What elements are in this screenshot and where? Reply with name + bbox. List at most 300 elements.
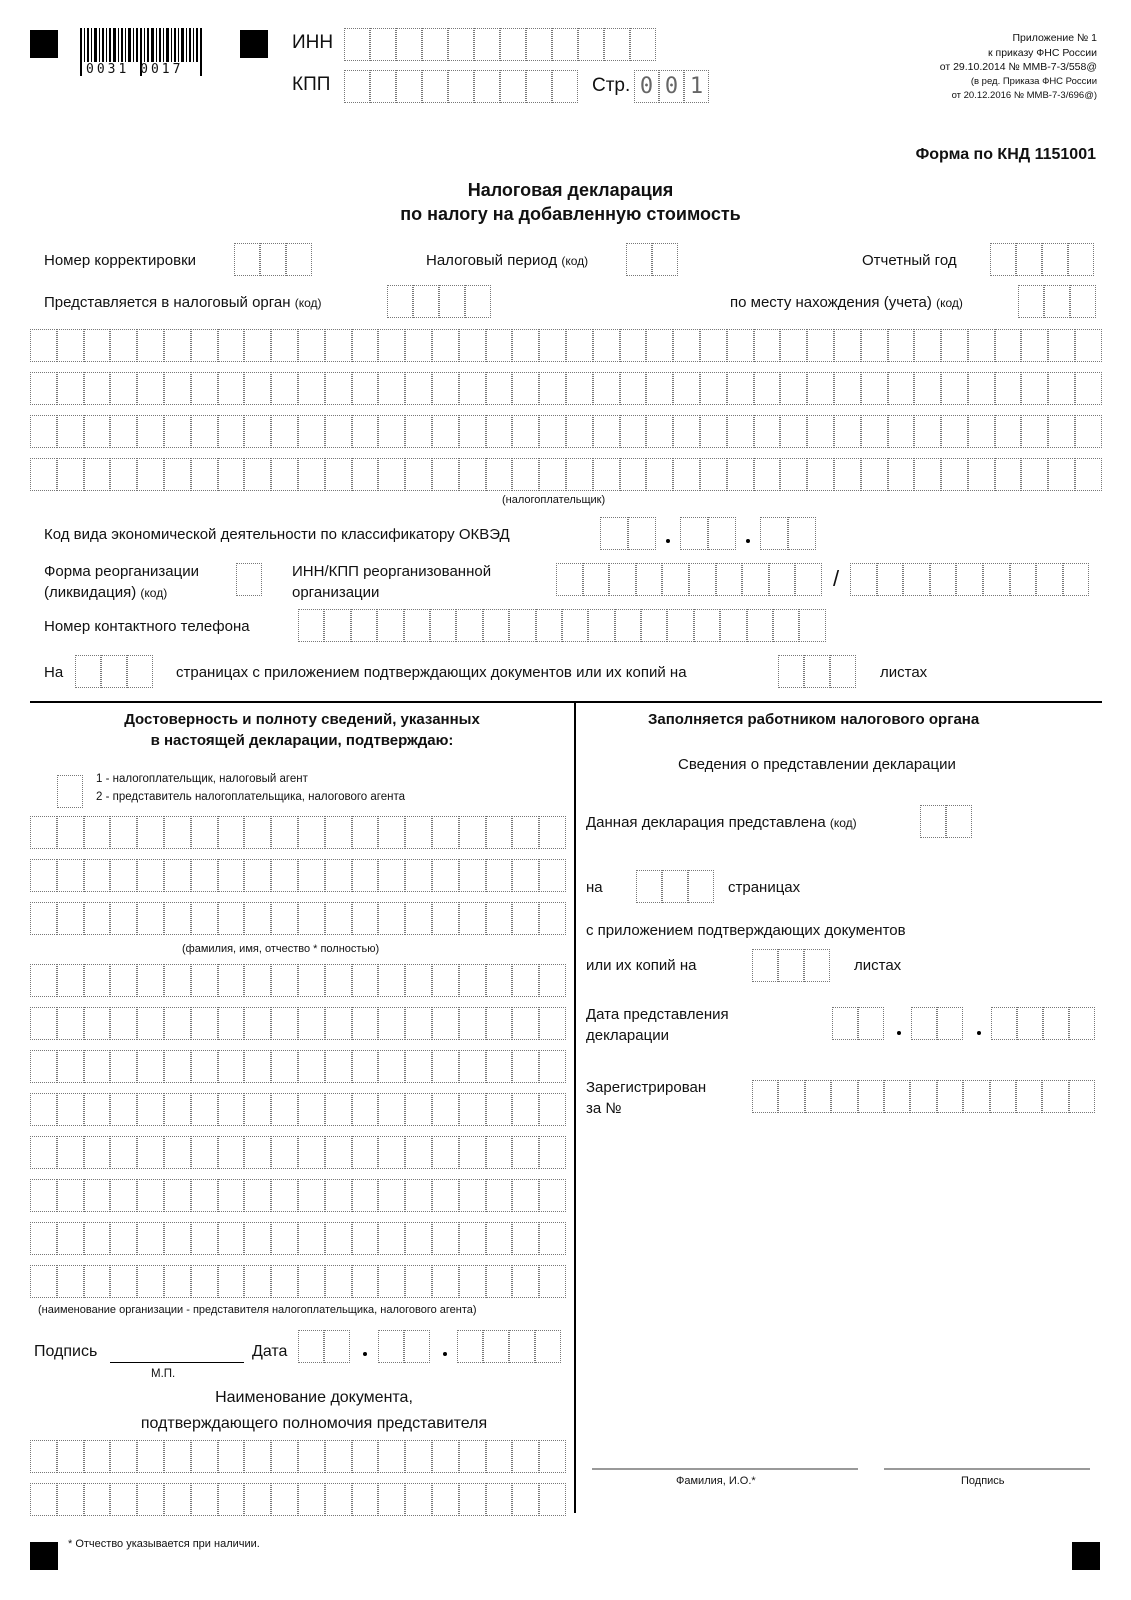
input-cell[interactable] bbox=[378, 1330, 404, 1363]
input-cell[interactable] bbox=[831, 1080, 857, 1113]
input-cell[interactable] bbox=[754, 372, 781, 405]
pages-cells[interactable] bbox=[636, 870, 714, 903]
input-cell[interactable] bbox=[834, 415, 861, 448]
input-cell[interactable] bbox=[137, 1440, 164, 1473]
pages-count-cells[interactable] bbox=[75, 655, 153, 688]
input-cell[interactable] bbox=[57, 1222, 84, 1255]
input-cell[interactable] bbox=[84, 902, 111, 935]
input-cell[interactable] bbox=[486, 816, 513, 849]
input-cell[interactable] bbox=[834, 458, 861, 491]
input-cell[interactable] bbox=[57, 1136, 84, 1169]
signer-type-cell[interactable] bbox=[57, 775, 83, 808]
input-cell[interactable] bbox=[344, 70, 370, 103]
input-cell[interactable] bbox=[127, 655, 153, 688]
input-cell[interactable] bbox=[271, 329, 298, 362]
input-cell[interactable] bbox=[378, 1222, 405, 1255]
input-cell[interactable] bbox=[963, 1080, 989, 1113]
input-cell[interactable] bbox=[990, 243, 1016, 276]
signature-line[interactable] bbox=[110, 1362, 244, 1363]
input-cell[interactable] bbox=[298, 1222, 325, 1255]
input-cell[interactable] bbox=[459, 415, 486, 448]
input-cell[interactable] bbox=[780, 372, 807, 405]
input-cell[interactable] bbox=[914, 372, 941, 405]
input-cell[interactable] bbox=[84, 1136, 111, 1169]
input-cell[interactable] bbox=[271, 1136, 298, 1169]
input-cell[interactable] bbox=[1042, 1080, 1068, 1113]
input-cell[interactable] bbox=[995, 329, 1022, 362]
input-cell[interactable] bbox=[459, 1483, 486, 1516]
input-cell[interactable] bbox=[405, 372, 432, 405]
input-cell[interactable] bbox=[795, 563, 822, 596]
input-cell[interactable] bbox=[325, 329, 352, 362]
okved-cells-1[interactable] bbox=[600, 517, 656, 550]
input-cell[interactable] bbox=[30, 859, 57, 892]
input-cell[interactable] bbox=[483, 609, 509, 642]
input-cell[interactable] bbox=[377, 609, 403, 642]
input-cell[interactable] bbox=[325, 1136, 352, 1169]
input-cell[interactable] bbox=[486, 1093, 513, 1126]
input-cell[interactable] bbox=[512, 1222, 539, 1255]
input-cell[interactable] bbox=[164, 372, 191, 405]
input-cell[interactable] bbox=[439, 285, 465, 318]
input-cell[interactable] bbox=[352, 902, 379, 935]
input-cell[interactable] bbox=[834, 329, 861, 362]
input-cell[interactable] bbox=[164, 1050, 191, 1083]
input-cell[interactable] bbox=[646, 458, 673, 491]
input-cell[interactable] bbox=[636, 870, 662, 903]
input-cell[interactable] bbox=[191, 902, 218, 935]
input-cell[interactable] bbox=[956, 563, 983, 596]
input-cell[interactable] bbox=[84, 1179, 111, 1212]
input-cell[interactable] bbox=[474, 70, 500, 103]
input-cell[interactable] bbox=[218, 1483, 245, 1516]
input-cell[interactable] bbox=[539, 1093, 566, 1126]
input-cell[interactable] bbox=[673, 372, 700, 405]
input-cell[interactable] bbox=[298, 1179, 325, 1212]
input-cell[interactable] bbox=[271, 1222, 298, 1255]
input-cell[interactable] bbox=[432, 1483, 459, 1516]
input-cell[interactable] bbox=[512, 1179, 539, 1212]
input-cell[interactable] bbox=[30, 1179, 57, 1212]
input-cell[interactable] bbox=[110, 1265, 137, 1298]
input-cell[interactable] bbox=[218, 964, 245, 997]
input-cell[interactable] bbox=[191, 1179, 218, 1212]
input-cell[interactable] bbox=[218, 329, 245, 362]
input-cell[interactable] bbox=[191, 1136, 218, 1169]
input-cell[interactable] bbox=[600, 517, 628, 550]
tax-authority-cells[interactable] bbox=[387, 285, 491, 318]
input-cell[interactable] bbox=[667, 609, 693, 642]
input-cell[interactable] bbox=[941, 415, 968, 448]
input-cell[interactable] bbox=[914, 415, 941, 448]
input-cell[interactable] bbox=[352, 1440, 379, 1473]
input-cell[interactable] bbox=[539, 1007, 566, 1040]
input-cell[interactable] bbox=[218, 1050, 245, 1083]
input-cell[interactable] bbox=[459, 964, 486, 997]
input-cell[interactable] bbox=[325, 1050, 352, 1083]
input-cell[interactable] bbox=[110, 329, 137, 362]
input-cell[interactable] bbox=[164, 329, 191, 362]
input-cell[interactable] bbox=[234, 243, 260, 276]
input-cell[interactable] bbox=[432, 902, 459, 935]
input-cell[interactable] bbox=[1021, 372, 1048, 405]
input-cell[interactable] bbox=[459, 816, 486, 849]
input-cell[interactable] bbox=[1068, 243, 1094, 276]
sheets-cells[interactable] bbox=[752, 949, 830, 982]
input-cell[interactable] bbox=[164, 1483, 191, 1516]
input-cell[interactable] bbox=[324, 609, 350, 642]
input-cell[interactable] bbox=[137, 1265, 164, 1298]
input-cell[interactable] bbox=[769, 563, 796, 596]
input-cell[interactable] bbox=[432, 1179, 459, 1212]
input-cell[interactable] bbox=[512, 1050, 539, 1083]
input-cell[interactable] bbox=[834, 372, 861, 405]
input-cell[interactable] bbox=[218, 859, 245, 892]
input-cell[interactable] bbox=[164, 1093, 191, 1126]
input-cell[interactable] bbox=[84, 1265, 111, 1298]
input-cell[interactable] bbox=[620, 415, 647, 448]
sign-date-year[interactable] bbox=[457, 1330, 561, 1363]
input-cell[interactable] bbox=[486, 1179, 513, 1212]
input-cell[interactable] bbox=[780, 458, 807, 491]
input-cell[interactable] bbox=[539, 1136, 566, 1169]
input-cell[interactable] bbox=[432, 964, 459, 997]
input-cell[interactable] bbox=[110, 372, 137, 405]
input-cell[interactable] bbox=[861, 329, 888, 362]
input-cell[interactable] bbox=[727, 372, 754, 405]
input-cell[interactable] bbox=[57, 859, 84, 892]
input-cell[interactable] bbox=[807, 458, 834, 491]
input-cell[interactable] bbox=[456, 609, 482, 642]
input-cell[interactable] bbox=[727, 415, 754, 448]
submit-date-year[interactable] bbox=[991, 1007, 1095, 1040]
input-cell[interactable] bbox=[298, 816, 325, 849]
input-cell[interactable] bbox=[110, 1007, 137, 1040]
tax-period-cells[interactable] bbox=[626, 243, 678, 276]
input-cell[interactable] bbox=[799, 609, 825, 642]
input-cell[interactable] bbox=[191, 1050, 218, 1083]
input-cell[interactable] bbox=[30, 1222, 57, 1255]
input-cell[interactable] bbox=[910, 1080, 936, 1113]
input-cell[interactable] bbox=[539, 372, 566, 405]
input-cell[interactable] bbox=[30, 1050, 57, 1083]
input-cell[interactable] bbox=[218, 372, 245, 405]
input-cell[interactable] bbox=[807, 329, 834, 362]
input-cell[interactable] bbox=[562, 609, 588, 642]
input-cell[interactable] bbox=[378, 902, 405, 935]
input-cell[interactable] bbox=[465, 285, 491, 318]
input-cell[interactable] bbox=[914, 329, 941, 362]
input-cell[interactable] bbox=[486, 859, 513, 892]
input-cell[interactable] bbox=[244, 1179, 271, 1212]
input-cell[interactable] bbox=[432, 372, 459, 405]
input-cell[interactable] bbox=[298, 458, 325, 491]
input-cell[interactable] bbox=[995, 415, 1022, 448]
input-cell[interactable] bbox=[325, 415, 352, 448]
reorg-inn-cells[interactable] bbox=[556, 563, 822, 596]
input-cell[interactable] bbox=[720, 609, 746, 642]
input-cell[interactable] bbox=[378, 964, 405, 997]
input-cell[interactable] bbox=[110, 415, 137, 448]
input-cell[interactable] bbox=[404, 1330, 430, 1363]
input-cell[interactable] bbox=[191, 458, 218, 491]
input-cell[interactable] bbox=[459, 859, 486, 892]
input-cell[interactable] bbox=[1075, 329, 1102, 362]
input-cell[interactable] bbox=[325, 964, 352, 997]
input-cell[interactable] bbox=[1021, 458, 1048, 491]
input-cell[interactable] bbox=[1063, 563, 1090, 596]
input-cell[interactable] bbox=[30, 329, 57, 362]
input-cell[interactable] bbox=[700, 372, 727, 405]
input-cell[interactable] bbox=[378, 1050, 405, 1083]
input-cell[interactable] bbox=[271, 1265, 298, 1298]
input-cell[interactable] bbox=[325, 1179, 352, 1212]
input-cell[interactable] bbox=[298, 902, 325, 935]
input-cell[interactable] bbox=[84, 1050, 111, 1083]
input-cell[interactable] bbox=[218, 1265, 245, 1298]
input-cell[interactable] bbox=[164, 1136, 191, 1169]
input-cell[interactable] bbox=[298, 1440, 325, 1473]
input-cell[interactable] bbox=[486, 1007, 513, 1040]
fio-line[interactable] bbox=[592, 1468, 858, 1470]
taxpayer-name-row[interactable] bbox=[30, 458, 1102, 491]
input-cell[interactable] bbox=[352, 1179, 379, 1212]
input-cell[interactable] bbox=[137, 329, 164, 362]
input-cell[interactable] bbox=[888, 415, 915, 448]
input-cell[interactable] bbox=[244, 1440, 271, 1473]
input-cell[interactable] bbox=[244, 1136, 271, 1169]
input-cell[interactable] bbox=[57, 458, 84, 491]
input-cell[interactable] bbox=[459, 458, 486, 491]
input-cell[interactable] bbox=[101, 655, 127, 688]
input-cell[interactable] bbox=[271, 372, 298, 405]
input-cell[interactable] bbox=[512, 859, 539, 892]
input-cell[interactable] bbox=[405, 1050, 432, 1083]
input-cell[interactable] bbox=[615, 609, 641, 642]
reorg-kpp-cells[interactable] bbox=[850, 563, 1089, 596]
input-cell[interactable] bbox=[459, 1093, 486, 1126]
input-cell[interactable] bbox=[84, 816, 111, 849]
input-cell[interactable] bbox=[780, 415, 807, 448]
input-cell[interactable] bbox=[271, 1007, 298, 1040]
input-cell[interactable] bbox=[298, 964, 325, 997]
input-cell[interactable] bbox=[378, 372, 405, 405]
input-cell[interactable] bbox=[271, 1440, 298, 1473]
input-cell[interactable] bbox=[486, 1440, 513, 1473]
input-cell[interactable] bbox=[968, 372, 995, 405]
input-cell[interactable] bbox=[1069, 1080, 1095, 1113]
taxpayer-name-row[interactable] bbox=[30, 415, 1102, 448]
input-cell[interactable] bbox=[84, 1093, 111, 1126]
input-cell[interactable] bbox=[593, 329, 620, 362]
input-cell[interactable] bbox=[778, 949, 804, 982]
input-cell[interactable] bbox=[459, 1007, 486, 1040]
input-cell[interactable] bbox=[191, 1440, 218, 1473]
input-cell[interactable] bbox=[84, 458, 111, 491]
input-cell[interactable] bbox=[620, 372, 647, 405]
input-cell[interactable] bbox=[244, 1222, 271, 1255]
input-cell[interactable] bbox=[218, 1222, 245, 1255]
input-cell[interactable] bbox=[646, 329, 673, 362]
input-cell[interactable] bbox=[298, 1093, 325, 1126]
input-cell[interactable] bbox=[164, 1007, 191, 1040]
input-cell[interactable] bbox=[244, 902, 271, 935]
input-cell[interactable] bbox=[512, 816, 539, 849]
input-cell[interactable] bbox=[920, 805, 946, 838]
input-cell[interactable] bbox=[405, 1093, 432, 1126]
input-cell[interactable] bbox=[1021, 329, 1048, 362]
input-cell[interactable] bbox=[727, 329, 754, 362]
input-cell[interactable] bbox=[405, 1265, 432, 1298]
input-cell[interactable] bbox=[539, 1179, 566, 1212]
input-cell[interactable] bbox=[754, 415, 781, 448]
okved-cells-2[interactable] bbox=[680, 517, 736, 550]
input-cell[interactable] bbox=[760, 517, 788, 550]
input-cell[interactable] bbox=[1018, 285, 1044, 318]
input-cell[interactable] bbox=[1075, 415, 1102, 448]
input-cell[interactable] bbox=[244, 1050, 271, 1083]
org-name-row[interactable] bbox=[30, 1050, 566, 1083]
input-cell[interactable] bbox=[84, 372, 111, 405]
input-cell[interactable] bbox=[110, 964, 137, 997]
input-cell[interactable] bbox=[432, 1093, 459, 1126]
input-cell[interactable] bbox=[512, 372, 539, 405]
input-cell[interactable] bbox=[422, 70, 448, 103]
report-year-cells[interactable] bbox=[990, 243, 1094, 276]
input-cell[interactable] bbox=[110, 1050, 137, 1083]
input-cell[interactable] bbox=[244, 1007, 271, 1040]
input-cell[interactable] bbox=[57, 816, 84, 849]
input-cell[interactable] bbox=[512, 1093, 539, 1126]
input-cell[interactable] bbox=[536, 609, 562, 642]
input-cell[interactable] bbox=[352, 329, 379, 362]
input-cell[interactable] bbox=[593, 372, 620, 405]
input-cell[interactable] bbox=[486, 1136, 513, 1169]
input-cell[interactable] bbox=[218, 458, 245, 491]
input-cell[interactable] bbox=[298, 329, 325, 362]
input-cell[interactable] bbox=[84, 859, 111, 892]
input-cell[interactable] bbox=[1075, 372, 1102, 405]
input-cell[interactable] bbox=[218, 1440, 245, 1473]
input-cell[interactable] bbox=[483, 1330, 509, 1363]
input-cell[interactable] bbox=[110, 816, 137, 849]
input-cell[interactable] bbox=[486, 1483, 513, 1516]
registered-number-cells[interactable] bbox=[752, 1080, 1095, 1113]
fio-row[interactable] bbox=[30, 859, 566, 892]
input-cell[interactable] bbox=[459, 329, 486, 362]
input-cell[interactable] bbox=[325, 902, 352, 935]
input-cell[interactable] bbox=[539, 415, 566, 448]
input-cell[interactable] bbox=[432, 816, 459, 849]
input-cell[interactable] bbox=[903, 563, 930, 596]
input-cell[interactable] bbox=[137, 1483, 164, 1516]
input-cell[interactable] bbox=[378, 816, 405, 849]
input-cell[interactable] bbox=[512, 902, 539, 935]
input-cell[interactable] bbox=[324, 1330, 350, 1363]
input-cell[interactable] bbox=[271, 1050, 298, 1083]
input-cell[interactable] bbox=[673, 415, 700, 448]
input-cell[interactable] bbox=[57, 372, 84, 405]
input-cell[interactable] bbox=[57, 902, 84, 935]
input-cell[interactable] bbox=[566, 458, 593, 491]
input-cell[interactable] bbox=[30, 415, 57, 448]
input-cell[interactable] bbox=[218, 1136, 245, 1169]
input-cell[interactable] bbox=[1021, 415, 1048, 448]
input-cell[interactable] bbox=[57, 1265, 84, 1298]
input-cell[interactable] bbox=[344, 28, 370, 61]
input-cell[interactable] bbox=[509, 609, 535, 642]
input-cell[interactable] bbox=[325, 816, 352, 849]
input-cell[interactable] bbox=[1048, 372, 1075, 405]
input-cell[interactable] bbox=[457, 1330, 483, 1363]
input-cell[interactable] bbox=[459, 1222, 486, 1255]
input-cell[interactable] bbox=[405, 1136, 432, 1169]
input-cell[interactable] bbox=[593, 415, 620, 448]
input-cell[interactable] bbox=[983, 563, 1010, 596]
input-cell[interactable] bbox=[110, 902, 137, 935]
reorg-form-cells[interactable] bbox=[236, 563, 262, 596]
input-cell[interactable] bbox=[218, 902, 245, 935]
input-cell[interactable] bbox=[1036, 563, 1063, 596]
input-cell[interactable] bbox=[271, 964, 298, 997]
input-cell[interactable] bbox=[218, 816, 245, 849]
input-cell[interactable] bbox=[946, 805, 972, 838]
input-cell[interactable] bbox=[298, 1050, 325, 1083]
input-cell[interactable] bbox=[526, 70, 552, 103]
input-cell[interactable] bbox=[191, 859, 218, 892]
input-cell[interactable] bbox=[662, 870, 688, 903]
input-cell[interactable] bbox=[405, 1483, 432, 1516]
input-cell[interactable] bbox=[474, 28, 500, 61]
input-cell[interactable] bbox=[271, 902, 298, 935]
input-cell[interactable] bbox=[298, 1330, 324, 1363]
input-cell[interactable] bbox=[673, 329, 700, 362]
org-name-row[interactable] bbox=[30, 1136, 566, 1169]
input-cell[interactable] bbox=[351, 609, 377, 642]
input-cell[interactable] bbox=[244, 329, 271, 362]
input-cell[interactable] bbox=[137, 1222, 164, 1255]
input-cell[interactable] bbox=[432, 1222, 459, 1255]
input-cell[interactable] bbox=[396, 70, 422, 103]
input-cell[interactable] bbox=[396, 28, 422, 61]
input-cell[interactable] bbox=[191, 415, 218, 448]
input-cell[interactable] bbox=[218, 1093, 245, 1126]
input-cell[interactable] bbox=[995, 372, 1022, 405]
input-cell[interactable] bbox=[512, 1136, 539, 1169]
input-cell[interactable] bbox=[566, 329, 593, 362]
input-cell[interactable] bbox=[378, 1136, 405, 1169]
input-cell[interactable] bbox=[286, 243, 312, 276]
input-cell[interactable] bbox=[271, 458, 298, 491]
input-cell[interactable] bbox=[110, 1440, 137, 1473]
input-cell[interactable] bbox=[941, 372, 968, 405]
input-cell[interactable] bbox=[512, 1265, 539, 1298]
input-cell[interactable] bbox=[298, 1483, 325, 1516]
input-cell[interactable] bbox=[352, 859, 379, 892]
input-cell[interactable] bbox=[137, 1007, 164, 1040]
input-cell[interactable] bbox=[30, 964, 57, 997]
taxpayer-name-row[interactable] bbox=[30, 372, 1102, 405]
input-cell[interactable] bbox=[432, 859, 459, 892]
phone-cells[interactable] bbox=[298, 609, 826, 642]
input-cell[interactable] bbox=[30, 372, 57, 405]
input-cell[interactable] bbox=[620, 458, 647, 491]
input-cell[interactable] bbox=[1016, 243, 1042, 276]
input-cell[interactable] bbox=[636, 563, 663, 596]
input-cell[interactable] bbox=[325, 372, 352, 405]
input-cell[interactable] bbox=[556, 563, 583, 596]
input-cell[interactable] bbox=[164, 458, 191, 491]
